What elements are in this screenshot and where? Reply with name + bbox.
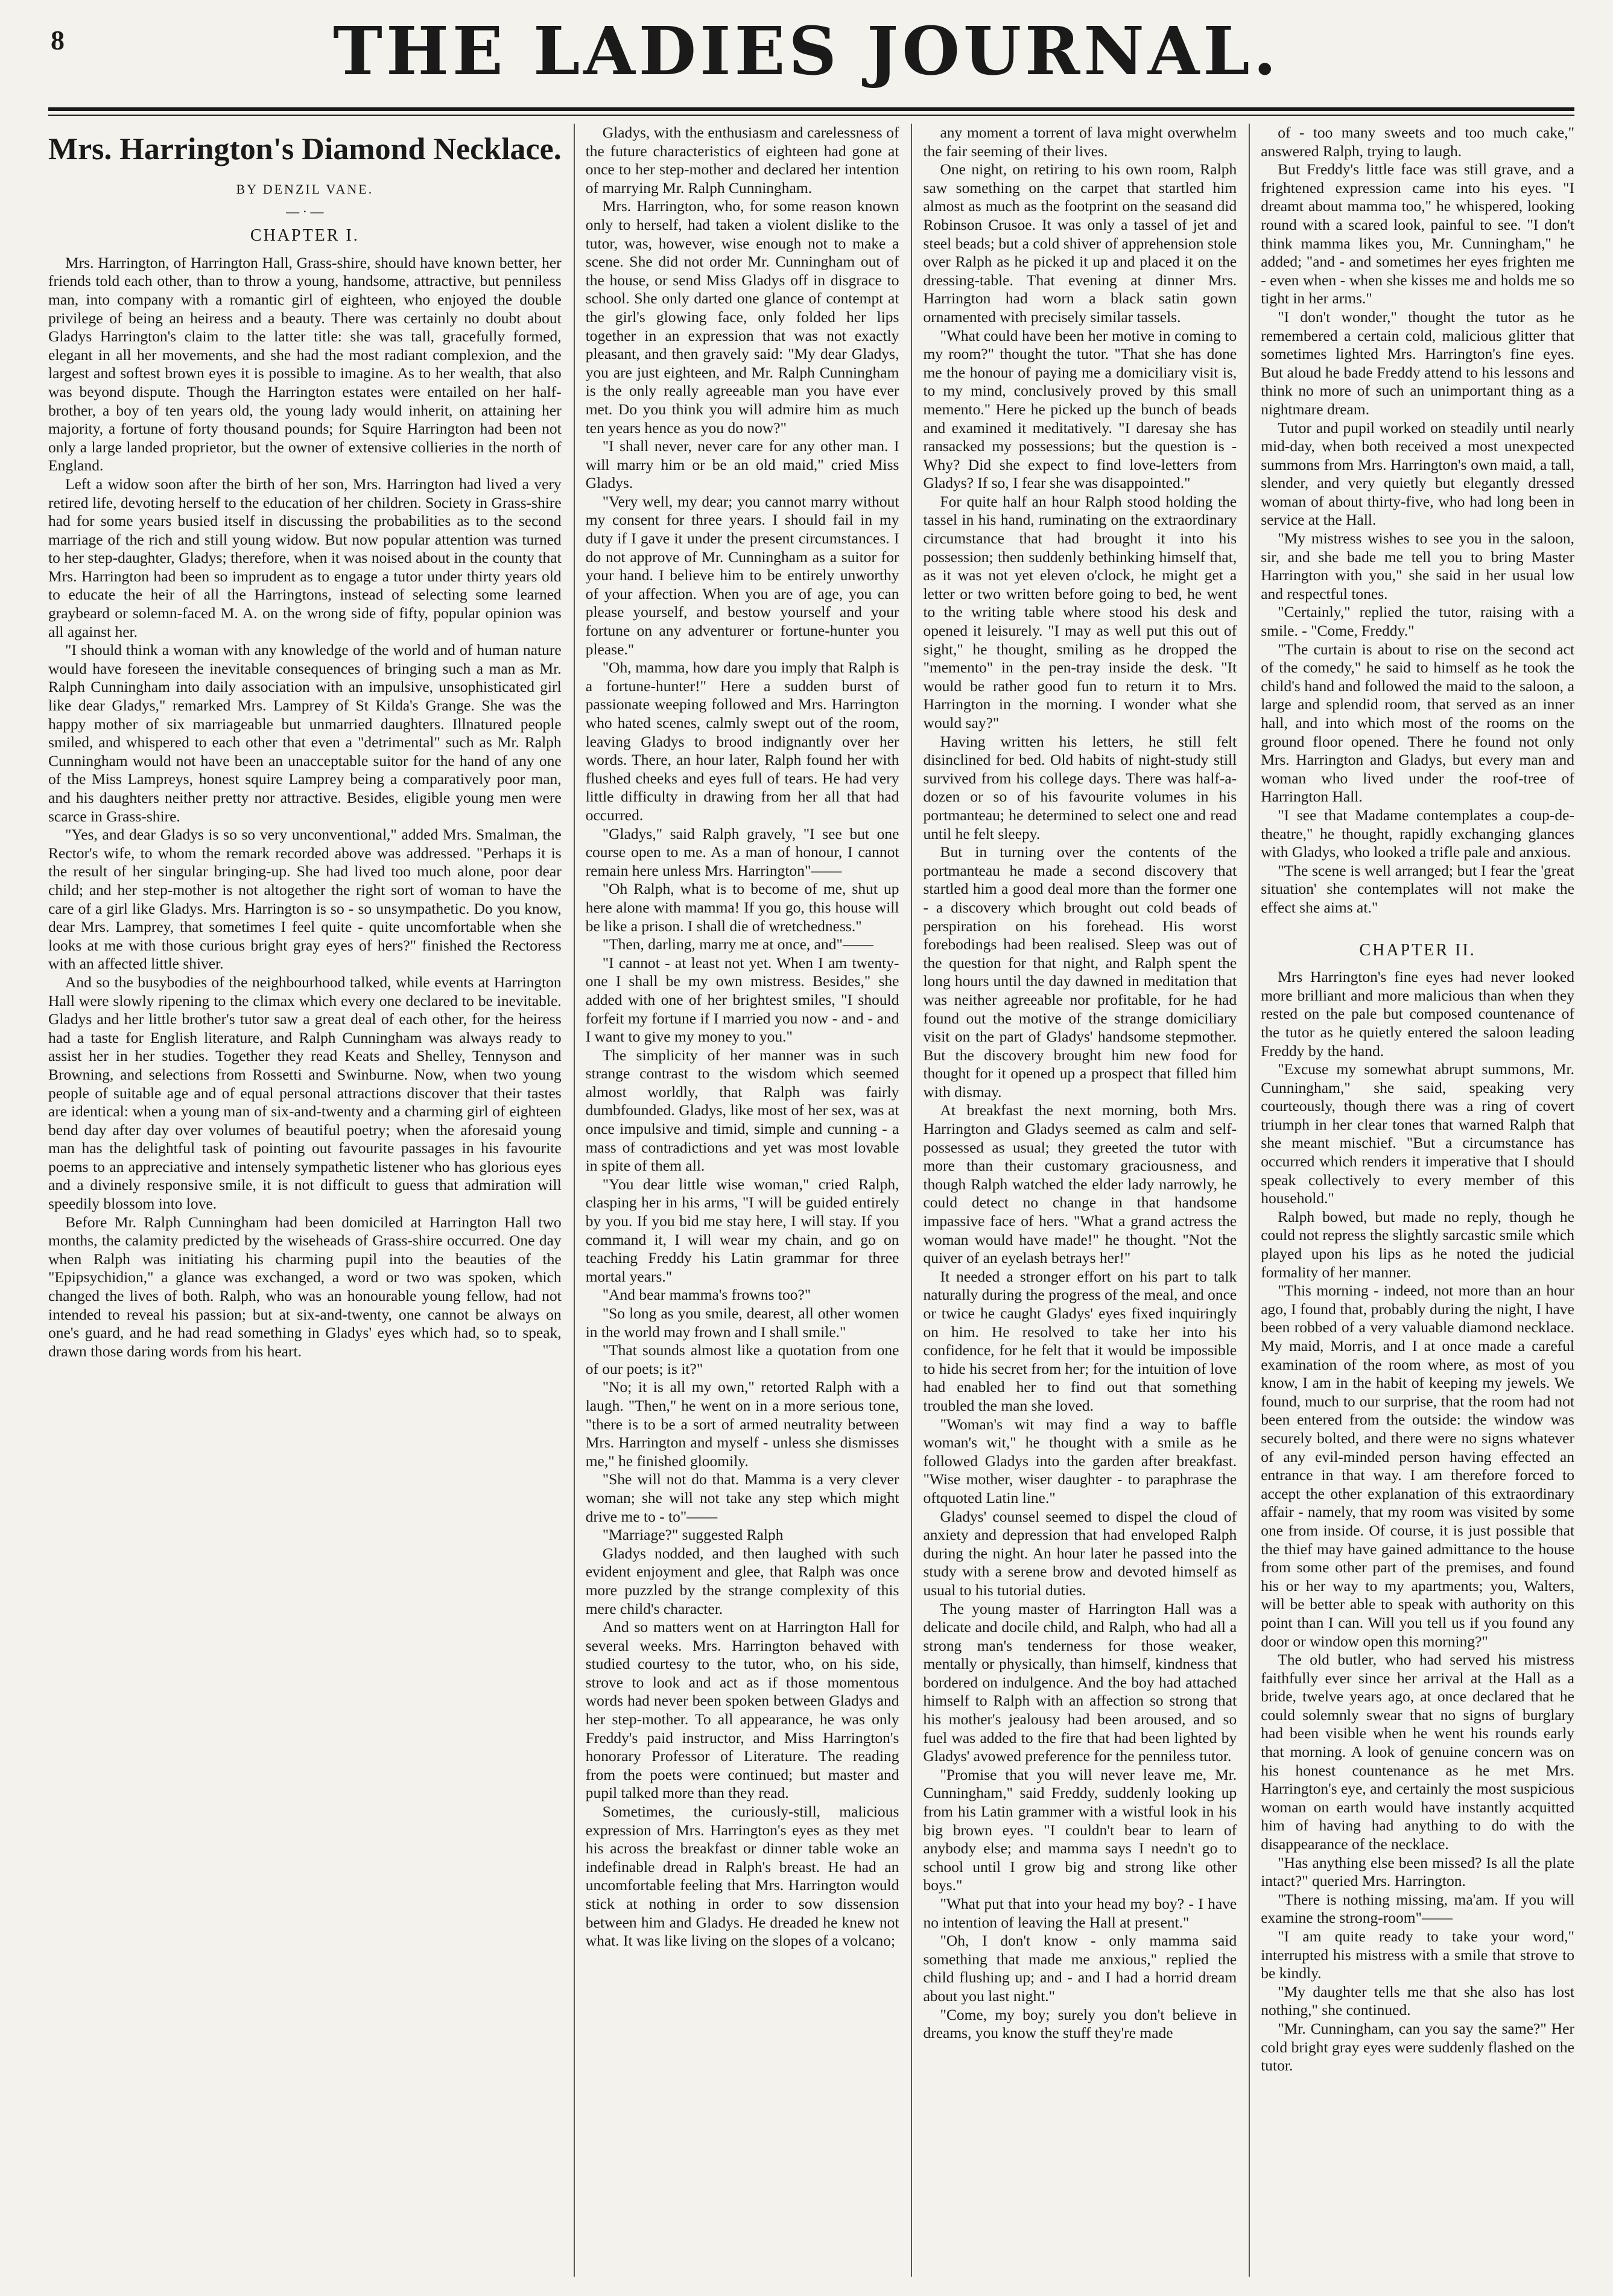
paragraph: "And bear mamma's frowns too?"	[602, 1286, 811, 1304]
paragraph: "Mr. Cunningham, can you say the same?" Her cold bright gray eyes were suddenly flashed on the tutor.	[1261, 2019, 1574, 2075]
paragraph: For quite half an hour Ralph stood holding the tassel in his hand, ruminating on the extraordinary circumstance that had brought it into his possession; then suddenly bethinking himself that, as it was not yet eleven o'clock, he might get a letter or two written before going to bed, he went to the writing table where stood his desk and opened it leisurely. "I may as well put this out of sight," he thought, smiling as he dropped the "memento" in the pen-tray inside the desk. "It would be rather good fun to return it to Mrs. Harrington in the morning. I wonder what she would say?"	[923, 492, 1237, 732]
paragraph: Gladys nodded, and then laughed with such evident enjoyment and glee, that Ralph was once more puzzled by the strange complexity of this mere child's character.	[585, 1544, 899, 1618]
paragraph: "My mistress wishes to see you in the saloon, sir, and she bade me tell you to bring Master Harrington with you," she said in her usual low and respectful tones.	[1261, 530, 1574, 602]
paragraph: Mrs. Harrington, of Harrington Hall, Grass-shire, should have known better, her friends told each other, than to throw a young, handsome, attractive, but penniless man, into company with a romantic girl of eighteen, who enjoyed the double privilege of being an heiress and a beauty. There was certainly no doubt about Gladys Harrington's claim to the latter title: she was tall, gracefully formed, elegant in all her movements, and she had the most radiant complexion, and the largest and softest brown eyes it is possible to imagine. As to her wealth, that also was beyond dispute. Though the Harrington estates were entailed on her half-brother, a boy of ten years old, the young lady would inherit, on attaining her majority, a fortune of forty thousand pounds; for Squire Harrington had been not only a large landed proprietor, but the owner of extensive collieries in the north of England.	[48, 253, 562, 475]
paragraph: "I see that Madame contemplates a coup-de-theatre," he thought, rapidly exchanging glances with Gladys, who looked a trifle pale and anxious.	[1261, 806, 1574, 861]
paragraph: But Freddy's little face was still grave, and a frightened expression came into his eyes. "I dreamt about mamma too," he whispered, looking round with a scared look, painful to see. "I don't think mamma likes you, Mr. Cunningham," he added; "and - and sometimes her eyes frighten me - even when - when she kisses me and holds me so tight in her arms."	[1261, 160, 1574, 308]
paragraph: One night, on retiring to his own room, Ralph saw something on the carpet that startled him almost as much as the footprint on the seasand did Robinson Crusoe. It was only a tassel of jet and steel beads; but a cold shiver of apprehension stole over Ralph as he picked it up and placed it on the dressing-table. That evening at dinner Mrs. Harrington had worn a black satin gown ornamented with precisely similar tassels.	[923, 160, 1237, 326]
paragraph: Gladys' counsel seemed to dispel the cloud of anxiety and depression that had enveloped Ralph during the night. An hour later he passed into the study with a serene brow and devoted himself as usual to his tutorial duties.	[923, 1507, 1237, 1599]
paragraph: "Come, my boy; surely you don't believe in dreams, you know the stuff they're made	[923, 2005, 1237, 2042]
paragraph: "No; it is all my own," retorted Ralph with a laugh. "Then," he went on in a more serious tone, "there is to be a sort of armed neutrality between Mrs. Harrington and myself - unless she dismisses me," he finished gloomily.	[585, 1378, 899, 1470]
masthead-rule-thin	[48, 115, 1574, 116]
chapter-1-heading: CHAPTER I.	[250, 226, 360, 245]
article-columns	[48, 124, 1574, 2277]
paragraph: Gladys, with the enthusiasm and carelessness of the future characteristics of eighteen had gone at once to her step-mother and declared her intention of marrying Mr. Ralph Cunningham.	[585, 124, 899, 197]
column-2	[574, 124, 899, 2277]
article-title: Mrs. Harrington's Diamond Necklace.	[48, 132, 562, 166]
paragraph: Having written his letters, he still felt disinclined for bed. Old habits of night-study still survived from his college days. There was half-a-dozen or so of his favourite volumes in his portmanteau; he determined to select one and read until he felt sleepy.	[923, 732, 1237, 843]
paragraph: "I shall never, never care for any other man. I will marry him or be an old maid," cried Miss Gladys.	[585, 437, 899, 492]
byline: BY DENZIL VANE.	[236, 182, 374, 197]
paragraph: "The scene is well arranged; but I fear the 'great situation' she contemplates will not make the effect she aims at."	[1261, 861, 1574, 916]
paragraph: "This morning - indeed, not more than an hour ago, I found that, probably during the night, I have been robbed of a very valuable diamond necklace. My maid, Morris, and I at once made a careful examination of the room where, as most of you know, I am in the habit of keeping my jewels. We found, much to our surprise, that the room had not been entered from the outside: the window was securely bolted, and there were no signs whatever of any evil-minded person having effected an entrance in that way. I am therefore forced to accept the other explanation of this extraordinary affair - namely, that my room was visited by some one from inside. Of course, it is just possible that the thief may have gained admittance to the house from some other part of the premises, and found his or her way to my apartments; you, Walters, will be better able to speak with authority on this point than I can. Will you tell us if you found any door or window open this morning?"	[1261, 1282, 1574, 1650]
paragraph: The young master of Harrington Hall was a delicate and docile child, and Ralph, who had all a strong man's tenderness for those weaker, mentally or physically, than himself, kindness that bordered on indulgence. And the boy had attached himself to Ralph with an affection so strong that his mother's jealousy had been aroused, and so fuel was added to the fire that had been lighted by Gladys' avowed preference for the penniless tutor.	[923, 1599, 1237, 1765]
paragraph: Mrs Harrington's fine eyes had never looked more brilliant and more malicious than when they rested on the pale but composed countenance of the tutor as he quietly entered the saloon leading Freddy by the hand.	[1261, 968, 1574, 1060]
paragraph: Before Mr. Ralph Cunningham had been domiciled at Harrington Hall two months, the calamity predicted by the wiseheads of Grass-shire occurred. One day when Ralph was initiating his charming pupil into the beauties of the "Epipsychidion," a glance was exchanged, a word or two was spoken, which changed the lives of both. Ralph, who was an honourable young fellow, had not intended to reveal his passion; but at six-and-twenty, one cannot be always on one's guard, and he had read something in Gladys' eyes which had, so to speak, drawn those daring words from his heart.	[48, 1213, 562, 1360]
paragraph: Left a widow soon after the birth of her son, Mrs. Harrington had lived a very retired life, devoting herself to the education of her children. Society in Grass-shire had for some years busied itself in discussing the probabilities as to the second marriage of the rich and still young widow. But now popular attention was turned to her step-daughter, Gladys; therefore, when it was noised about in the county that Mrs. Harrington had been so imprudent as to engage a tutor under thirty years old to educate the heir of all the Harringtons, instead of selecting some learned graybeard or solemn-faced M. A. on the wrong side of fifty, popular opinion was all against her.	[48, 475, 562, 640]
paragraph: "That sounds almost like a quotation from one of our poets; is it?"	[585, 1341, 899, 1377]
paragraph: "Gladys," said Ralph gravely, "I see but one course open to me. As a man of honour, I cannot remain here unless Mrs. Harrington"——	[585, 824, 899, 879]
paragraph: It needed a stronger effort on his part to talk naturally during the progress of the meal, and once or twice he caught Gladys' eyes fixed inquiringly on him. He resolved to take her into his confidence, for he felt that it would be impossible to hide his secret from her; for the intuition of love had enabled her to find out that something troubled the man she loved.	[923, 1267, 1237, 1414]
paragraph: "Oh, I don't know - only mamma said something that made me anxious," replied the child flushing up; and - and I had a horrid dream about you last night."	[923, 1932, 1237, 2005]
paragraph: "You dear little wise woman," cried Ralph, clasping her in his arms, "I will be guided entirely by you. If you bid me stay here, I will stay. If you command it, I will wear my chain, and go on teaching Freddy his Latin grammar for three mortal years."	[585, 1175, 899, 1285]
chapter-2-heading: CHAPTER II.	[1359, 940, 1476, 960]
column-2-body	[586, 124, 899, 1950]
paragraph: "Very well, my dear; you cannot marry without my consent for three years. I should fail in my duty if I gave it under the present circumstances. I do not approve of Mr. Cunningham as a suitor for your hand. I believe him to be entirely unworthy of your affection. When you are of age, you can please yourself, and bestow yourself and your fortune on any adventurer or fortune-hunter you please."	[585, 492, 899, 658]
paragraph: "Then, darling, marry me at once, and"——	[602, 935, 873, 954]
paragraph: The old butler, who had served his mistress faithfully ever since her arrival at the Hall as a bride, twelve years ago, at once declared that he could solemnly swear that no signs of burglary had been visible when he went his rounds early that morning. A look of genuine concern was on his honest countenance as he met Mrs. Harrington's eye, and certainly the most suspicious woman on earth would have instantly acquitted him of having had anything to do with the disappearance of the necklace.	[1261, 1651, 1574, 1853]
column-4	[1249, 124, 1574, 2277]
paragraph: "Certainly," replied the tutor, raising with a smile. - "Come, Freddy."	[1261, 603, 1574, 640]
masthead: THE LADIES JOURNAL.	[333, 12, 1280, 90]
paragraph: "I cannot - at least not yet. When I am twenty-one I shall be my own mistress. Besides," she added with one of her brightest smiles, "I should forfeit my fortune if I married you now - and - and I want to give my money to you."	[585, 954, 899, 1046]
paragraph: "Has anything else been missed? Is all the plate intact?" queried Mrs. Harrington.	[1261, 1853, 1574, 1890]
paragraph: "I should think a woman with any knowledge of the world and of human nature would have foreseen the inevitable consequences of bringing such a man as Mr. Ralph Cunningham into daily association with an impulsive, unsophisticated girl like dear Gladys," remarked Mrs. Lamprey of St Kilda's Grange. She was the happy mother of six marriageable but unmarried daughters. Illnatured people smiled, and whispered to each other that even a "detrimental" such as Mr. Ralph Cunningham would not have been an unacceptable suitor for the hand of any one of the Miss Lampreys, honest squire Lamprey being a comparatively poor man, and his daughters neither pretty nor attractive. Besides, eligible young men were scarce in Grass-shire.	[48, 641, 562, 825]
paragraph: any moment a torrent of lava might overwhelm the fair seeming of their lives.	[923, 124, 1237, 160]
paragraph: "Excuse my somewhat abrupt summons, Mr. Cunningham," she said, speaking very courteously, though there was a ring of covert triumph in her clear tones that warned Ralph that she meant mischief. "But a circumstance has occurred which renders it imperative that I should speak collectively to every member of this household."	[1261, 1060, 1574, 1207]
column-4-body-top	[1261, 124, 1574, 917]
paragraph: At breakfast the next morning, both Mrs. Harrington and Gladys seemed as calm and self-possessed as usual; they greeted the tutor with more than their customary graciousness, and though Ralph watched the elder lady narrowly, he could detect no change in that handsome impassive face of hers. "What a grand actress the woman would have made!" he thought. "Not the quiver of an eyelash betrays her!"	[923, 1101, 1237, 1267]
title-divider: — · —	[286, 203, 324, 219]
column-3-body	[923, 124, 1237, 2043]
paragraph: "The curtain is about to rise on the second act of the comedy," he said to himself as he took the child's hand and followed the maid to the saloon, a large and splendid room, that served as an inner hall, and into which most of the rooms on the ground floor opened. There he found not only Mrs. Harrington and Gladys, but every man and woman who lived under the roof-tree of Harrington Hall.	[1261, 640, 1574, 806]
paragraph: "I don't wonder," thought the tutor as he remembered a certain cold, malicious glitter that sometimes lighted Mrs. Harrington's fine eyes. But aloud he bade Freddy attend to his lessons and think no more of such an unimportant thing as a nightmare dream.	[1261, 308, 1574, 418]
paragraph: "So long as you smile, dearest, all other women in the world may frown and I shall smile."	[585, 1305, 899, 1341]
column-1	[48, 124, 562, 2277]
paragraph: of - too many sweets and too much cake," answered Ralph, trying to laugh.	[1261, 124, 1574, 160]
paragraph: "There is nothing missing, ma'am. If you will examine the strong-room"——	[1261, 1890, 1574, 1927]
paragraph: Mrs. Harrington, who, for some reason known only to herself, had taken a violent dislike to the tutor, was, however, wise enough not to make a scene. She did not order Mr. Cunningham out of the house, or send Miss Gladys off in disgrace to school. She only darted one glance of contempt at the girl's glowing face, only folded her lips together in an expression that was not exactly pleasant, and then gravely said: "My dear Gladys, you are just eighteen, and Mr. Ralph Cunningham is the only really agreeable man you have ever met. Do you think you will admire him as much ten years hence as you do now?"	[585, 197, 899, 437]
masthead-rule-thick	[48, 107, 1574, 111]
paragraph: Ralph bowed, but made no reply, though he could not repress the slightly sarcastic smile which played upon his lips as he noted the judicial formality of her manner.	[1261, 1207, 1574, 1281]
paragraph: "Promise that you will never leave me, Mr. Cunningham," said Freddy, suddenly looking up from his Latin grammer with a wistful look in his big brown eyes. "I couldn't bear to learn of anybody else; and mamma says I needn't go to school until I grow big and strong like other boys."	[923, 1765, 1237, 1894]
paragraph: "I am quite ready to take your word," interrupted his mistress with a smile that strove to be kindly.	[1261, 1928, 1574, 1982]
paragraph: "What could have been her motive in coming to my room?" thought the tutor. "That she has done me the honour of paying me a domiciliary visit is, to my mind, conclusively proved by this small memento." Here he picked up the bunch of beads and examined it meditatively. "I daresay she has ransacked my possessions; but the question is - Why? Did she expect to find love-letters from Gladys? If so, I fear she was disappointed."	[923, 326, 1237, 492]
paragraph: "She will not do that. Mamma is a very clever woman; she will not take any step which might drive me to - to"——	[585, 1470, 899, 1525]
page-number: 8	[51, 25, 65, 55]
paragraph: "Marriage?" suggested Ralph	[602, 1526, 784, 1544]
paragraph: "What put that into your head my boy? - I have no intention of leaving the Hall at present."	[923, 1895, 1237, 1931]
column-4-body-bottom	[1261, 968, 1574, 2075]
paragraph: "Yes, and dear Gladys is so so very unconventional," added Mrs. Smalman, the Rector's wife, to whom the remark recorded above was addressed. "Perhaps it is the result of her singular bringing-up. She had lived too much alone, poor dear child; and her step-mother is not altogether the right sort of woman to have the care of a girl like Gladys. Mrs. Harrington is so - so unsympathetic. Do you know, dear Mrs. Lamprey, that sometimes I feel quite - quite uncomfortable when she looks at me with those curious bright gray eyes of hers?" finished the Rectoress with an affected little shiver.	[48, 826, 562, 973]
paragraph: The simplicity of her manner was in such strange contrast to the wisdom which seemed almost worldly, that Ralph was fairly dumbfounded. Gladys, like most of her sex, was at once impulsive and timid, simple and cunning - a mass of contradictions and yet was most lovable in spite of them all.	[585, 1046, 899, 1175]
column-1-body	[48, 254, 562, 1361]
paragraph: "My daughter tells me that she also has lost nothing," she continued.	[1261, 1982, 1574, 2019]
paragraph: "Oh, mamma, how dare you imply that Ralph is a fortune-hunter!" Here a sudden burst of passionate weeping followed and Mrs. Harrington who hated scenes, calmly swept out of the room, leaving Gladys to brood indignantly over her words. There, an hour later, Ralph found her with flushed cheeks and eyes full of tears. He had very little difficulty in drawing from her all that had occurred.	[585, 659, 899, 824]
paragraph: And so the busybodies of the neighbourhood talked, while events at Harrington Hall were slowly ripening to the climax which every one declared to be inevitable. Gladys and her little brother's tutor saw a great deal of each other, for the heiress had a taste for English literature, and Ralph Cunningham was always ready to assist her in her studies. Together they read Keats and Shelley, Tennyson and Browning, and selections from Rossetti and Swinburne. Now, when two young people of suitable age and of equal personal attractions discover that their tastes are identical: when a young man of six-and-twenty and a charming girl of eighteen bend day after day over volumes of beautiful poetry; when the aforesaid young man has the delightful task of pointing out favourite passages in his favourite poems to an appreciative and intensely sympathetic listener who has glorious eyes and a divinely responsive smile, it is not difficult to guess that admiration will speedily blossom into love.	[48, 973, 562, 1213]
paragraph: "Woman's wit may find a way to baffle woman's wit," he thought with a smile as he followed Gladys into the garden after breakfast. "Wise mother, wiser daughter - to paraphrase the oftquoted Latin line."	[923, 1415, 1237, 1507]
paragraph: But in turning over the contents of the portmanteau he made a second discovery that startled him a good deal more than the former one - a discovery which brought out cold beads of perspiration on his forehead. His worst forebodings had been realised. Sleep was out of the question for that night, and Ralph spent the long hours until the day dawned in meditation that was neither agreeable nor profitable, for he had found out the motive of the strange domiciliary visit on the part of Gladys' handsome stepmother. But the discovery brought him new food for thought for it opened up a prospect that filled him with dismay.	[923, 843, 1237, 1101]
paragraph: And so matters went on at Harrington Hall for several weeks. Mrs. Harrington behaved with studied courtesy to the tutor, who, on his side, strove to look and act as if those momentous words had never been spoken between Gladys and her step-mother. To all appearance, he was only Freddy's paid instructor, and Miss Harrington's honorary Professor of Literature. The reading from the poets were continued; but master and pupil talked more than they read.	[585, 1618, 899, 1802]
paragraph: Tutor and pupil worked on steadily until nearly mid-day, when both received a most unexpected summons from Mrs. Harrington's own maid, a tall, slender, and very quietly but elegantly dressed woman of about thirty-five, who had long been in service at the Hall.	[1261, 419, 1574, 529]
paragraph: Sometimes, the curiously-still, malicious expression of Mrs. Harrington's eyes as they met his across the breakfast or dinner table woke an indefinable dread in Ralph's breast. He had an uncomfortable feeling that Mrs. Harrington would stick at nothing in order to sow dissension between him and Gladys. He dreaded he knew not what. It was like living on the slopes of a volcano;	[585, 1803, 899, 1950]
paragraph: "Oh Ralph, what is to become of me, shut up here alone with mamma! If you go, this house will be like a prison. I shall die of wretchedness."	[585, 880, 899, 935]
column-3	[911, 124, 1237, 2277]
